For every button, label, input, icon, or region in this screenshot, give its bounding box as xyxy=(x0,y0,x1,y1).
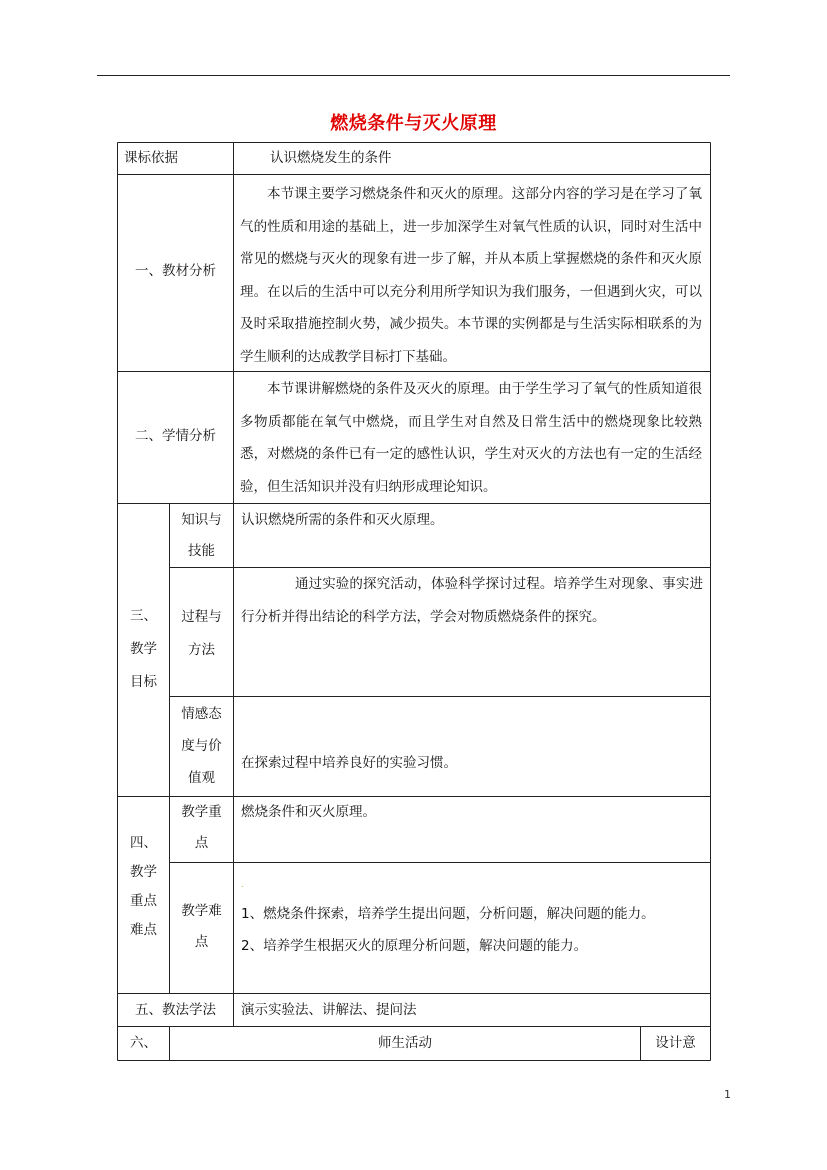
focus-label xyxy=(118,829,169,945)
row-content-methods: 演示实验法、讲解法、提问法 xyxy=(241,1002,417,1018)
row-content-curriculum-basis: 认识燃烧发生的条件 xyxy=(270,150,392,166)
row-label-curriculum-basis: 课标依据 xyxy=(124,150,178,166)
row-label-student-analysis: 二、学情分析 xyxy=(135,428,216,444)
focus-label-line: 教学 xyxy=(130,864,157,880)
goal-sub-attitude xyxy=(170,698,233,794)
page-title: 燃烧条件与灭火原理 xyxy=(330,113,497,134)
row-label-textbook-analysis: 一、教材分析 xyxy=(135,263,216,279)
row-label-methods: 五、教法学法 xyxy=(135,1002,216,1018)
goals-label xyxy=(118,600,169,699)
focus-content-key-point: 燃烧条件和灭火原理。 xyxy=(241,804,376,820)
focus-content-difficulty xyxy=(241,898,703,962)
focus-content-line: 1、燃烧条件探索，培养学生提出问题，分析问题，解决问题的能力。 xyxy=(241,906,655,922)
focus-sub-line: 教学重 xyxy=(181,804,222,820)
goal-sub-line: 过程与 xyxy=(181,609,222,625)
goal-content-knowledge: 认识燃烧所需的条件和灭火原理。 xyxy=(241,512,444,528)
goal-content-process: 通过实验的探究活动，体验科学探讨过程。培养学生对现象、事实进行分析并得出结论的科学方法，学会对物质燃烧条件的探究。 xyxy=(241,576,703,625)
focus-sub-line: 点 xyxy=(194,835,209,851)
row-content-textbook-analysis: 本节课主要学习燃烧条件和灭火的原理。这部分内容的学习是在学习了氧气的性质和用途的基础上，进一步加深学生对氧气性质的认识，同时对生活中常见的燃烧与灭火的现象有进一步了解，并从本质上掌握燃烧的条件和灭火原理。在以后的生活中可以充分利用所学知识为我们服务，一但遇到火灾，可以及时采取措施控制火势，减少损失。本节课的实例都是与生活实际相联系的为学生顺利的达成教学目标打下基础。 xyxy=(240,186,702,365)
row-header-teacher-student-activity: 师生活动 xyxy=(378,1035,432,1051)
goal-sub-process xyxy=(170,601,233,667)
goal-sub-line: 度与价 xyxy=(181,738,222,754)
row-content-student-analysis: 本节课讲解燃烧的条件及灭火的原理。由于学生学习了氧气的性质知道很多物质都能在氧气中燃烧，而且学生对自然及日常生活中的燃烧现象比较熟悉，对燃烧的条件已有一定的感性认识，学生对灭火的方法也有一定的生活经验，但生活知识并没有归纳形成理论知识。 xyxy=(240,381,702,495)
goals-label-line: 三、 xyxy=(130,608,157,624)
goal-sub-knowledge xyxy=(170,505,233,567)
goal-sub-line: 技能 xyxy=(188,543,215,559)
focus-sub-difficulty xyxy=(170,896,233,958)
goal-content-attitude: 在探索过程中培养良好的实验习惯。 xyxy=(241,755,457,771)
goal-sub-line: 情感态 xyxy=(181,706,222,722)
focus-sub-line: 点 xyxy=(194,934,209,950)
focus-content-line: 2、培养学生根据灭火的原理分析问题，解决问题的能力。 xyxy=(241,938,588,954)
focus-sub-line: 教学难 xyxy=(181,903,222,919)
page-number: 1 xyxy=(724,1088,731,1101)
focus-label-line: 难点 xyxy=(130,922,157,938)
goal-sub-line: 值观 xyxy=(188,770,215,786)
goals-label-line: 教学 xyxy=(130,641,157,657)
focus-label-line: 重点 xyxy=(130,893,157,909)
stray-dot-mark: . xyxy=(241,880,244,889)
row-header-design-intent: 设计意 xyxy=(655,1035,696,1051)
goals-label-line: 目标 xyxy=(130,674,157,690)
goal-sub-line: 知识与 xyxy=(181,512,222,528)
focus-sub-key-point xyxy=(170,797,233,859)
row-label-activities: 六、 xyxy=(130,1035,157,1051)
goal-sub-line: 方法 xyxy=(188,642,215,658)
focus-label-line: 四、 xyxy=(130,835,157,851)
